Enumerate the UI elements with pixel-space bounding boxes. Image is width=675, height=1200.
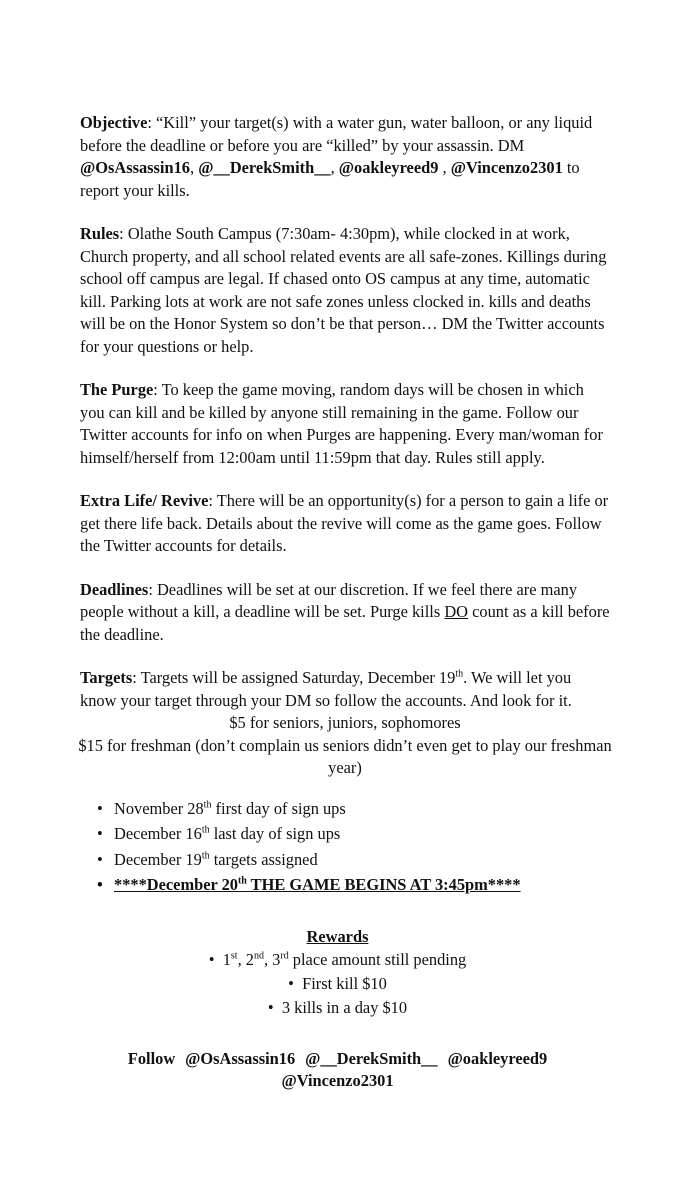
dates-list [102, 796, 610, 898]
extra-life-paragraph [80, 490, 610, 558]
follow-handle-dereksmith: @__DerekSmith__ [305, 1048, 438, 1068]
game-start-item: • ****December 20th THE GAME BEGINS AT 3:45pm**** [102, 872, 610, 898]
purge-label: The Purge [80, 380, 154, 399]
handle-vincenzo2301: @Vincenzo2301 [450, 158, 563, 177]
list-item: • December 19th targets assigned [102, 847, 610, 873]
deadlines-paragraph [80, 579, 610, 647]
rules-text: : Olathe South Campus (7:30am- 4:30pm), while clocked in at work, Church property, and all school related events are all safe-zones. Killings during school off campus are legal. If chased onto OS campus at any time, automatic kill. Parking lots at work are not safe zones unless clocked in. kills and deaths will be on the Honor System so don’t be that person… DM the Twitter accounts for your questions or help. [80, 224, 607, 356]
rewards-section [80, 926, 595, 1020]
follow-handle-osassassin16: @OsAssassin16 [185, 1048, 296, 1068]
follow-section [80, 1048, 595, 1093]
targets-label: Targets [80, 668, 133, 687]
objective-label: Objective [80, 113, 148, 132]
document-page [80, 112, 610, 1093]
targets-paragraph: Targets: Targets will be assigned Saturday, December 19th. We will let you know your target through your DM so follow the accounts. And look for it. [80, 668, 572, 710]
bullet-icon: • [288, 973, 299, 993]
list-item: • 3 kills in a day $10 [267, 997, 408, 1017]
bullet-icon: • [208, 949, 219, 969]
bullet-icon: • [267, 997, 278, 1017]
targets-text: : Targets will be assigned Saturday, December 19 [132, 668, 456, 687]
rules-paragraph [80, 223, 610, 358]
list-item: • 1st, 2nd, 3rd place amount still pending [208, 949, 467, 969]
follow-handle-vincenzo2301: @Vincenzo2301 [281, 1071, 394, 1090]
extra-life-text: : There will be an opportunity(s) for a person to gain a life or get there life back. Details about the revive will come as the game goes. Follow the Twitter accounts for details. [80, 491, 609, 555]
objective-text-end: to report your kills. [80, 158, 580, 200]
handle-oakleyreed9: @oakleyreed9 [338, 158, 439, 177]
objective-paragraph: Objective: “Kill” your target(s) with a water gun, water balloon, or any liquid before the deadline or before you are “killed” by your assassin. DM @OsAssassin16, @__DerekSmith__, @oakleyreed9 , @Vincenzo2301 to report your kills. [80, 113, 593, 200]
rules-label: Rules [80, 224, 120, 243]
follow-handle-oakleyreed9: @oakleyreed9 [447, 1048, 548, 1068]
deadlines-emphasis: DO [444, 602, 469, 621]
pricing-line-upperclass: $5 for seniors, juniors, sophomores [229, 713, 461, 732]
deadlines-label: Deadlines [80, 579, 149, 599]
pricing-block [65, 712, 625, 780]
purge-text: : To keep the game moving, random days will be chosen in which you can kill and be killed by anyone still remaining in the game. Follow our Twitter accounts for info on when Purges are happening. Every man/woman for himself/herself from 12:00am until 11:59pm that day. Rules still apply. [80, 380, 603, 467]
list-item: • November 28th first day of sign ups [102, 796, 610, 822]
handle-dereksmith: @__DerekSmith__ [198, 158, 331, 177]
list-item: • December 16th last day of sign ups [102, 821, 610, 847]
list-item: • First kill $10 [288, 973, 387, 993]
objective-text: : “Kill” your target(s) with a water gun, water balloon, or any liquid before the deadline or before you are “killed” by your assassin. DM [80, 113, 593, 155]
deadlines-text-end: count as a kill before the deadline. [80, 602, 610, 644]
rewards-title: Rewards [306, 926, 369, 946]
handle-osassassin16: @OsAssassin16 [80, 158, 190, 177]
extra-life-label: Extra Life/ Revive [80, 491, 209, 510]
targets-text-end: . We will let you know your target through your DM so follow the accounts. And look for it. [80, 668, 572, 710]
purge-paragraph [80, 379, 610, 469]
deadlines-text: : Deadlines will be set at our discretion. If we feel there are many people without a kill, a deadline will be set. Purge kills [80, 579, 578, 621]
follow-label: Follow [127, 1048, 176, 1068]
pricing-line-freshman: $15 for freshman (don’t complain us seniors didn’t even get to play our freshman year) [78, 735, 612, 777]
